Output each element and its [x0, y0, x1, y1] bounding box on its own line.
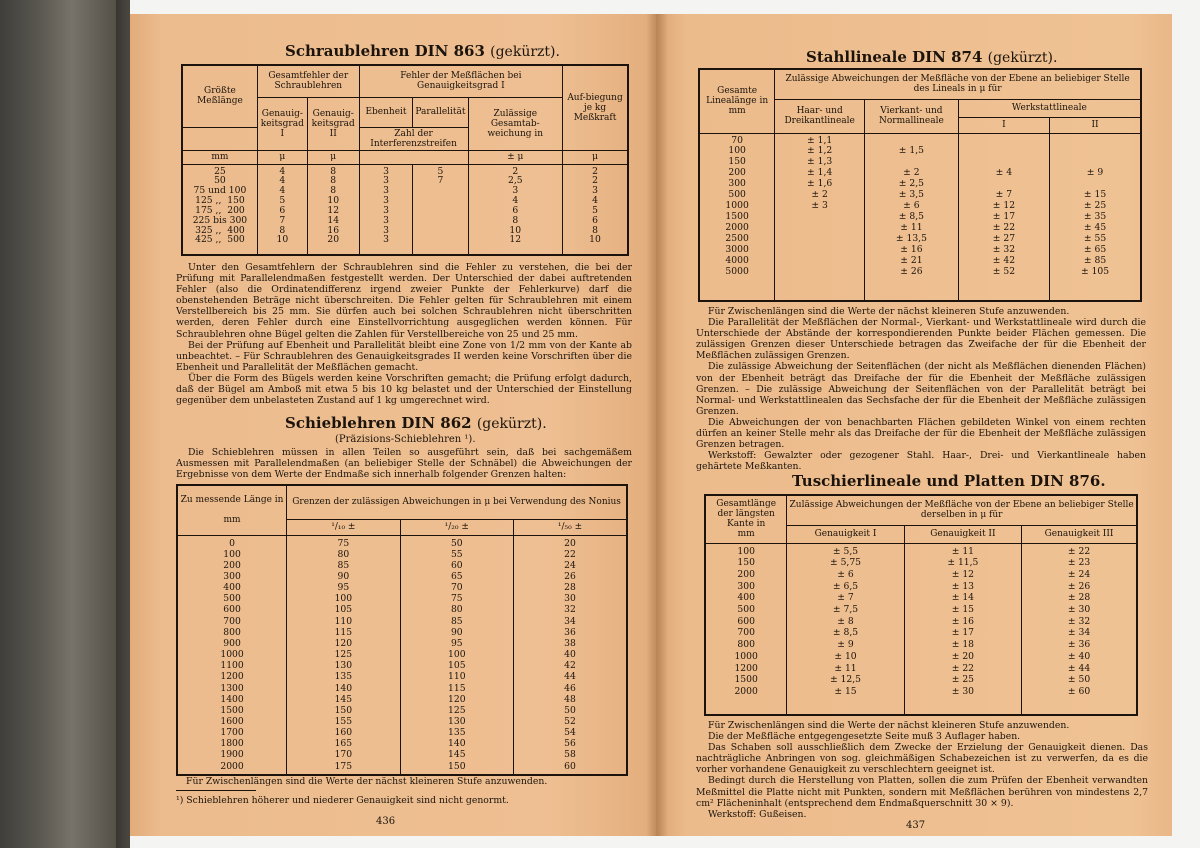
column-genauigkeit-3: ± 22 ± 23 ± 24 ± 26 ± 28 ± 30 ± 32 ± 34 ± 36 ± 40 ± 44 ± 50 ± 60 — [1022, 543, 1137, 715]
table-stahllineale — [698, 68, 1142, 302]
header-gesamtfehler: Gesamtfehler der Schraublehren — [257, 65, 359, 97]
header-vierkant-normal: Vierkant- und Normallineale — [865, 99, 959, 133]
table4-title: Tuschierlineale und Platten DIN 876. — [792, 472, 1106, 490]
header-haar-dreikant: Haar- und Dreikantlineale — [775, 99, 865, 133]
table2-subtitle: (Präzisions-Schieblehren ¹). — [335, 434, 476, 445]
header-fehler-messflaechen: Fehler der Meßflächen bei Genauigkeitsgrad I — [359, 65, 562, 97]
table1-explanation: Unter den Gesamtfehlern der Schraublehren sind die Fehler zu verstehen, die bei der Prüfung mit Parallelendmaßen festgestellt werden. Der Unterschied der dabei auftretenden Fehler (also die Ordinatendifferenz irgend zweier Punkte der Fehlerkurve) darf die obenstehenden Beträge nicht überschreiten. Die Fehler gelten für Schraublehren mit einem Verstellbereich bis 25 mm. Sie dürfen auch bei solchen Schraublehren nicht überschritten werden, deren Fehler durch eine Einstellvorrichtung ausgeglichen werden können. Für Schraublehren ohne Bügel gelten die Zahlen für Verstellbereiche von 25 und 25 mm. Bei der Prüfung auf Ebenheit und Parallelität bleibt eine Zone von 1/2 mm von der Kante ab unbeachtet. – Für Schraublehren des Genauigkeitsgrades II werden keine Vorschriften über die Ebenheit und Parallelität der Meßflächen gemacht. Über die Form des Bügels werden keine Vorschriften gemacht; die Prüfung erfolgt dadurch, daß der Bügel am Amboß mit etwa 5 bis 10 kg belastet und der Unterschied der Einstellung gegenüber dem unbelasteten Zustand auf 1 kg umgerechnet wird. — [176, 262, 632, 407]
header-ebenheit: Ebenheit — [359, 97, 413, 127]
header-grenzen-abweichungen: Grenzen der zulässigen Abweichungen in μ bei Verwendung des Nonius — [287, 485, 627, 519]
header-genauigkeit-3: Genauigkeit III — [1022, 525, 1137, 543]
header-genauigkeitsgrad-1: Genauig-keitsgrad I — [257, 97, 307, 150]
book-binding — [0, 0, 130, 848]
column-aufbiegung: 2 2 3 4 5 6 8 10 — [563, 164, 628, 255]
unit-mu: μ — [257, 150, 307, 164]
column-vierkant-normal: ± 1,5 ± 2 ± 2,5 ± 3,5 ± 6 ± 8,5 ± 11 ± 13,5 ± 16 ± 21 ± 26 — [865, 133, 959, 301]
table-tuschierlineale — [704, 494, 1138, 716]
header-nonius-1-20: ¹/₂₀ ± — [400, 519, 513, 535]
footnote-rule — [176, 790, 256, 791]
column-werkstatt-1: ± 4 ± 7 ± 12 ± 17 ± 22 ± 27 ± 32 ± 42 ± 52 — [958, 133, 1049, 301]
header-nonius-1-50: ¹/₅₀ ± — [514, 519, 627, 535]
column-nonius-1-50: 20 22 24 26 28 30 32 34 36 38 40 42 44 46 48 50 52 54 56 58 60 — [514, 535, 627, 775]
header-zahl-interferenzstreifen: Zahl der Interferenzstreifen — [359, 127, 468, 150]
column-genauigkeit-2: ± 11 ± 11,5 ± 12 ± 13 ± 14 ± 15 ± 16 ± 17 ± 18 ± 20 ± 22 ± 25 ± 30 — [904, 543, 1021, 715]
column-zulaessige: 2 2,5 3 4 6 8 10 12 — [468, 164, 563, 255]
unit-mu: μ — [563, 150, 628, 164]
column-kantenlaenge: 100 150 200 300 400 500 600 700 800 1000 1200 1500 2000 — [705, 543, 787, 715]
header-genauigkeit-2: Genauigkeit II — [904, 525, 1021, 543]
header-zu-messende-laenge: Zu messende Länge in mm — [177, 485, 287, 535]
header-zulaessige-abweichungen-platten: Zulässige Abweichungen der Meßfläche von der Ebene an beliebiger Stelle derselben in μ für — [787, 495, 1137, 525]
table1-title: Schraublehren DIN 863 (gekürzt). — [285, 42, 560, 60]
header-gesamtlaenge-kante: Gesamtlänge der längsten Kante in mm — [705, 495, 787, 543]
right-page — [656, 14, 1172, 836]
header-genauigkeitsgrad-2: Genauig-keitsgrad II — [307, 97, 359, 150]
footnote: ¹) Schieblehren höherer und niederer Genauigkeit sind nicht genormt. — [176, 795, 509, 806]
header-aufbiegung: Auf-biegung je kg Meßkraft — [563, 65, 628, 150]
column-nonius-1-20: 50 55 60 65 70 75 80 85 90 95 100 105 110 115 120 125 130 135 140 145 150 — [400, 535, 513, 775]
left-page — [130, 14, 656, 836]
header-werkstatt-1: I — [958, 117, 1049, 133]
header-genauigkeit-1: Genauigkeit I — [787, 525, 904, 543]
page-gutter — [646, 14, 668, 836]
column-laenge: 0 100 200 300 400 500 600 700 800 900 1000 1100 1200 1300 1400 1500 1600 1700 1800 1900 2000 — [177, 535, 287, 775]
column-parallelitaet: 5 7 — [413, 164, 468, 255]
column-ebenheit: 3 3 3 3 3 3 3 3 — [359, 164, 413, 255]
unit-pm-mu: ± μ — [468, 150, 563, 164]
column-haar-dreikant: ± 1,1 ± 1,2 ± 1,3 ± 1,4 ± 1,6 ± 2 ± 3 — [775, 133, 865, 301]
header-parallelitaet: Parallelität — [413, 97, 468, 127]
table3-explanation: Für Zwischenlängen sind die Werte der nächst kleineren Stufe anzuwenden. Die Parallelität der Meßflächen der Normal-, Vierkant- und Werkstattlineale wird durch die Unterschiede der Abstände der korrespondierenden Punkte beider Flächen gemessen. Die zulässigen Grenzen dieser Unterschiede betragen das Zweifache der für die Ebenheit der Meßflächen zulässigen Grenzen. Die zulässige Abweichung der Seitenflächen (der nicht als Meßflächen dienenden Flächen) von der Ebenheit beträgt das Dreifache der für die Ebenheit der Meßfläche zulässigen Grenzen. – Die zulässige Abweichung der Seitenflächen von der Parallelität beträgt bei Normal- und Werkstattlinealen das Sechsfache der für die Ebenheit der Meßfläche zulässigen Grenzen. Die Abweichungen der von benachbarten Flächen gebildeten Winkel von einem rechten dürfen an keiner Stelle mehr als das Dreifache der für die Ebenheit der Meßfläche zulässigen Grenzen betragen. Werkstoff: Gewalzter oder gezogener Stahl. Haar-, Drei- und Vierkantlineale haben gehärtete Meßkanten. — [696, 306, 1146, 473]
column-linealaenge: 70 100 150 200 300 500 1000 1500 2000 2500 3000 4000 5000 — [699, 133, 775, 301]
column-werkstatt-2: ± 9 ± 15 ± 25 ± 35 ± 45 ± 55 ± 65 ± 85 ± 105 — [1050, 133, 1141, 301]
unit-blank — [359, 150, 468, 164]
header-gesamte-linealaenge: Gesamte Linealänge in mm — [699, 69, 775, 133]
column-messlaenge: 25 50 75 und 100 125 ,, 150 175 ,, 200 225 bis 300 325 ,, 400 425 ,, 500 — [182, 164, 257, 255]
header-mm-spacer — [182, 127, 257, 150]
header-werkstatt-2: II — [1050, 117, 1141, 133]
page-number-left: 436 — [376, 816, 396, 827]
table2-title: Schieblehren DIN 862 (gekürzt). — [285, 414, 547, 432]
table-schraublehren — [181, 64, 629, 256]
header-werkstattlineale: Werkstattlineale — [958, 99, 1141, 117]
column-grad-2: 8 8 8 10 12 14 16 20 — [307, 164, 359, 255]
table2-intro: Die Schieblehren müssen in allen Teilen so ausgeführt sein, daß bei sachgemäßem Ausmessen mit Parallelendmaßen (an beliebiger Stelle der Schnäbel) die Abweichungen der Ergebnisse von dem Werte der Endmaße sich innerhalb folgender Grenzen halten: — [176, 447, 632, 481]
table3-title: Stahllineale DIN 874 (gekürzt). — [806, 48, 1058, 66]
page-number-right: 437 — [906, 820, 926, 831]
table-schieblehren — [176, 484, 628, 776]
header-groesste-messlaenge: Größte Meßlänge — [182, 65, 257, 127]
unit-mm: mm — [182, 150, 257, 164]
column-nonius-1-10: 75 80 85 90 95 100 105 110 115 120 125 130 135 140 145 150 155 160 165 170 175 — [287, 535, 400, 775]
table2-note: Für Zwischenlängen sind die Werte der nächst kleineren Stufe anzuwenden. — [186, 776, 548, 787]
header-nonius-1-10: ¹/₁₀ ± — [287, 519, 400, 535]
column-grad-1: 4 4 4 5 6 7 8 10 — [257, 164, 307, 255]
table4-explanation: Für Zwischenlängen sind die Werte der nächst kleineren Stufe anzuwenden. Die der Meßfläche entgegengesetzte Seite muß 3 Auflager haben. Das Schaben soll ausschließlich dem Zwecke der Erzielung der Genauigkeit dienen. Das nachträgliche Anbringen von sog. gleichmäßigen Schabezeichen ist zu verwerfen, da es die vorher vorhandene Genauigkeit zu verschlechtern geeignet ist. Bedingt durch die Herstellung von Platten, sollen die zum Prüfen der Ebenheit verwandten Meßmittel die Platte nicht mit Punkten, sondern mit Meßflächen berühren von mindestens 2,7 cm² Flächeninhalt (entsprechend dem Endmaßquerschnitt 30 × 9). Werkstoff: Gußeisen. — [696, 720, 1148, 820]
header-zulaessige-gesamtabweichung: Zulässige Gesamtab-weichung in — [468, 97, 563, 150]
unit-mu: μ — [307, 150, 359, 164]
header-zulaessige-abweichungen: Zulässige Abweichungen der Meßfläche von der Ebene an beliebiger Stelle des Lineals in μ für — [775, 69, 1141, 99]
column-genauigkeit-1: ± 5,5 ± 5,75 ± 6 ± 6,5 ± 7 ± 7,5 ± 8 ± 8,5 ± 9 ± 10 ± 11 ± 12,5 ± 15 — [787, 543, 904, 715]
